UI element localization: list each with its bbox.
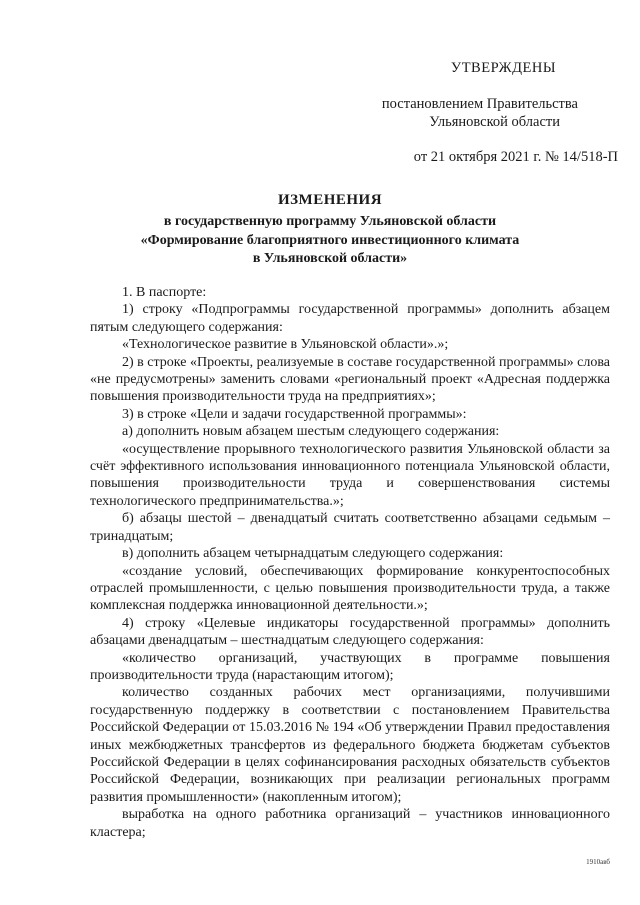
paragraph: «количество организаций, участвующих в программе повышения производительности труда (нарастающим итогом); [90, 650, 610, 683]
paragraph: б) абзацы шестой – двенадцатый считать соответственно абзацами седьмым – тринадцатым; [90, 511, 610, 544]
approval-date: от 21 октября 2021 г. № 14/518-П [413, 149, 618, 165]
paragraph: 3) в строке «Цели и задачи государственной программы»: [122, 406, 467, 422]
paragraph: количество созданных рабочих мест организациями, получившими государственную поддержку в соответствии с постановлением Правительства Российской Федерации от 15.03.2016 № 194 «Об утверждении Правил предоставления иных межбюджетных трансфертов из федерального бюджета бюджетам субъектов Российской Федерации в целях софинансирования расходных обязательств субъектов Российской Федерации, возникающих при реализации региональных программ развития промышленности» (накопленным итогом); [90, 685, 610, 805]
paragraph: «осуществление прорывного технологического развития Ульяновской области за счёт эффективного использования инновационного потенциала Ульяновской области, повышения производительности труда и совершенствования системы технологического предпринимательства.»; [90, 441, 610, 509]
approval-region: Ульяновской области [429, 114, 560, 130]
paragraph: «создание условий, обеспечивающих формирование конкурентоспособных отраслей промышленности, с целью повышения производительности труда, а также комплексная поддержка инновационной деятельности.»; [90, 563, 610, 614]
paragraph: 1) строку «Подпрограммы государственной программы» дополнить абзацем пятым следующего содержания: [90, 302, 610, 335]
document-title: ИЗМЕНЕНИЯ [277, 192, 383, 208]
paragraph: 2) в строке «Проекты, реализуемые в составе государственной программы» слова «не предусмотрены» заменить словами «региональный проект «Адресная поддержка повышения производительности труда на предприятиях»; [90, 354, 610, 405]
approval-title: УТВЕРЖДЕНЫ [450, 60, 556, 76]
paragraph: 4) строку «Целевые индикаторы государственной программы» дополнить абзацами двенадцатым – шестнадцатым следующего содержания: [90, 615, 610, 649]
approval-authority: постановлением Правительства [381, 96, 578, 112]
paragraph: в) дополнить абзацем четырнадцатым следующего содержания: [122, 546, 504, 562]
document-subtitle-line-2: «Формирование благоприятного инвестиционного климата [140, 233, 520, 248]
paragraph: «Технологическое развитие в Ульяновской области».»; [122, 337, 449, 353]
paragraph: а) дополнить новым абзацем шестым следующего содержания: [122, 424, 500, 440]
document-subtitle-line-3: в Ульяновской области» [252, 251, 408, 266]
document-subtitle-line-1: в государственную программу Ульяновской области [163, 214, 497, 229]
document-body [90, 284, 610, 841]
paragraph: 1. В паспорте: [122, 285, 207, 300]
footer-document-code: 1910авб [586, 858, 610, 866]
paragraph: выработка на одного работника организаций – участников инновационного кластера; [90, 807, 610, 840]
